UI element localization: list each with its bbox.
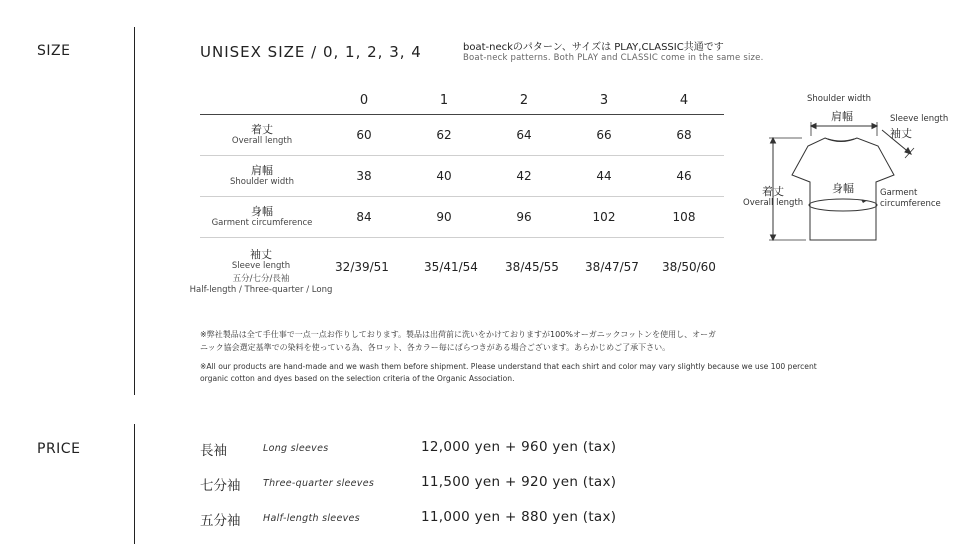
price-label-jp: 五分袖 xyxy=(200,513,241,529)
size-header-blank xyxy=(200,86,324,115)
table-cell: 40 xyxy=(404,156,484,197)
table-row-overall-length xyxy=(200,115,724,156)
diagram-sleeve-en: Sleeve length xyxy=(890,114,949,124)
diagram-garment-en-2: circumference xyxy=(880,199,941,209)
size-section-label: SIZE xyxy=(37,43,71,59)
size-note-en: Boat-neck patterns. Both PLAY and CLASSIC come in the same size. xyxy=(463,53,764,63)
price-value: 12,000 yen + 960 yen (tax) xyxy=(421,439,617,455)
row-label-jp: 着丈 xyxy=(251,123,273,136)
table-cell: 44 xyxy=(564,156,644,197)
sleeve-sub-jp: 五分/七分/長袖 xyxy=(232,274,290,284)
sleeve-label-jp: 袖丈 xyxy=(250,248,272,261)
table-cell: 64 xyxy=(484,115,564,156)
size-header-2: 2 xyxy=(484,86,564,115)
sleeve-value-0: 32/39/51 xyxy=(335,260,389,274)
diagram-garment-en-1: Garment xyxy=(880,188,918,198)
table-cell: 66 xyxy=(564,115,644,156)
row-label xyxy=(200,115,324,156)
size-header-4: 4 xyxy=(644,86,724,115)
diagram-overall-jp: 着丈 xyxy=(762,185,784,198)
row-label-en: Garment circumference xyxy=(211,218,313,228)
note-en-line-2: organic cotton and dyes based on the selection criteria of the Organic Association. xyxy=(200,374,515,383)
price-section-label: PRICE xyxy=(37,441,81,457)
diagram-sleeve-jp: 袖丈 xyxy=(890,127,912,140)
table-cell: 96 xyxy=(484,197,564,238)
price-label-en: Three-quarter sleeves xyxy=(263,478,375,489)
price-divider xyxy=(134,424,135,544)
size-divider xyxy=(134,27,135,395)
row-label xyxy=(200,197,324,238)
price-label-jp: 七分袖 xyxy=(200,478,241,494)
sleeve-sub-en: Half-length / Three-quarter / Long xyxy=(189,285,333,295)
table-cell: 60 xyxy=(324,115,404,156)
diagram-shoulder-en: Shoulder width xyxy=(807,94,871,104)
sleeve-value-1: 35/41/54 xyxy=(424,260,478,274)
size-table xyxy=(200,86,724,238)
row-label xyxy=(200,156,324,197)
table-cell: 108 xyxy=(644,197,724,238)
note-jp-line-2: ニック協会選定基準での染料を使っている為、各ロット、各カラー毎にばらつきがある場合ございます。あらかじめご了承下さい。 xyxy=(200,343,671,352)
tshirt-diagram xyxy=(740,90,960,250)
size-note-jp: boat-neckのパターン、サイズは PLAY,CLASSIC共通です xyxy=(463,42,724,53)
size-header-row xyxy=(200,86,724,115)
sleeve-label-en: Sleeve length xyxy=(231,261,291,271)
price-label-jp: 長袖 xyxy=(200,443,227,459)
table-cell: 42 xyxy=(484,156,564,197)
note-jp-line-1: ※弊社製品は全て手仕事で一点一点お作りしております。製品は出荷前に洗いをかけておりますが100%オーガニックコットンを使用し、オーガ xyxy=(200,330,716,339)
table-row-garment-circumference xyxy=(200,197,724,238)
diagram-body-jp: 身幅 xyxy=(832,182,854,195)
table-cell: 62 xyxy=(404,115,484,156)
price-value: 11,500 yen + 920 yen (tax) xyxy=(421,474,617,490)
table-cell: 46 xyxy=(644,156,724,197)
size-header-1: 1 xyxy=(404,86,484,115)
table-cell: 38 xyxy=(324,156,404,197)
size-title: UNISEX SIZE / 0, 1, 2, 3, 4 xyxy=(200,43,422,61)
table-cell: 84 xyxy=(324,197,404,238)
table-cell: 68 xyxy=(644,115,724,156)
note-en-line-1: ※All our products are hand-made and we wash them before shipment. Please understand that each shirt and color may vary slightly because we use 100 percent xyxy=(200,362,817,371)
diagram-overall-en: Overall length xyxy=(743,198,804,208)
size-header-3: 3 xyxy=(564,86,644,115)
price-label-en: Long sleeves xyxy=(263,443,329,454)
table-cell: 90 xyxy=(404,197,484,238)
sleeve-value-2: 38/45/55 xyxy=(505,260,559,274)
diagram-shoulder-jp: 肩幅 xyxy=(831,110,853,123)
row-label-jp: 身幅 xyxy=(251,205,273,218)
row-label-jp: 肩幅 xyxy=(251,164,273,177)
row-label-en: Shoulder width xyxy=(230,177,294,187)
price-label-en: Half-length sleeves xyxy=(263,513,360,524)
sleeve-value-3: 38/47/57 xyxy=(585,260,639,274)
row-label-en: Overall length xyxy=(231,136,293,146)
sleeve-row-label xyxy=(186,249,336,296)
sleeve-value-4: 38/50/60 xyxy=(662,260,716,274)
price-value: 11,000 yen + 880 yen (tax) xyxy=(421,509,617,525)
table-row-shoulder-width xyxy=(200,156,724,197)
size-header-0: 0 xyxy=(324,86,404,115)
table-cell: 102 xyxy=(564,197,644,238)
